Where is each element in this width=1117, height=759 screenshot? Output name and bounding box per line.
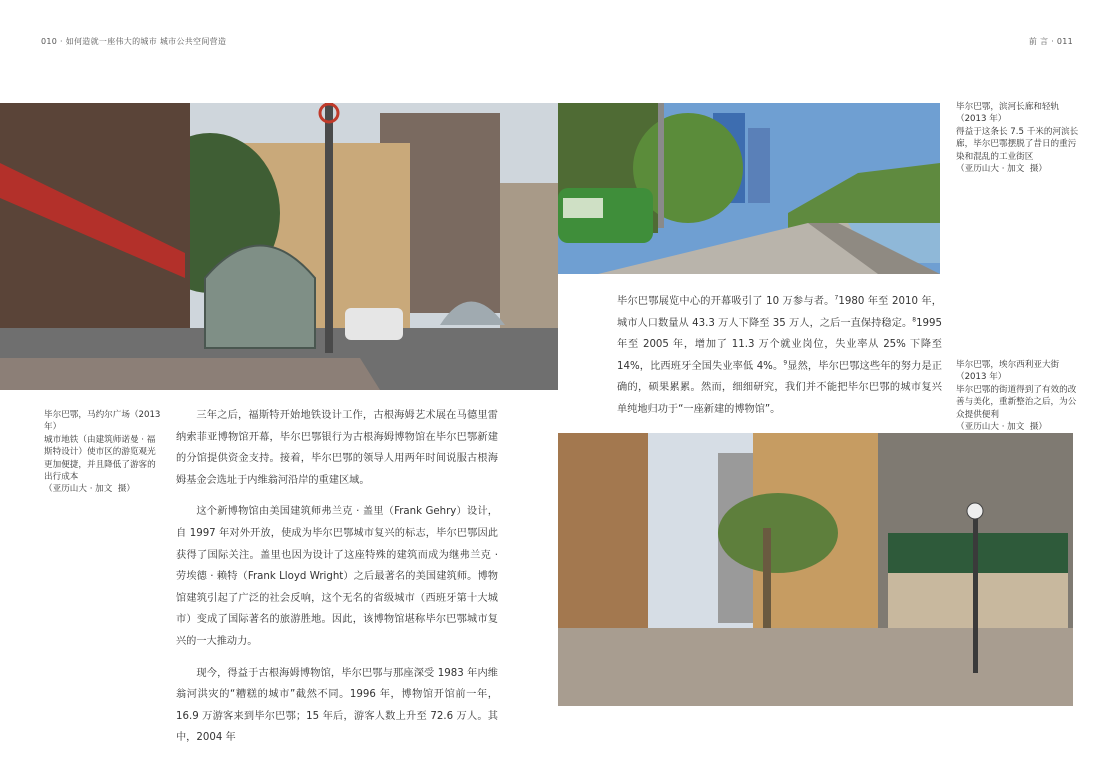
running-header-left: 010 · 如何造就一座伟大的城市 城市公共空间营造 (41, 37, 227, 46)
caption-riverside-tram (956, 101, 1081, 175)
body-paragraph: 三年之后，福斯特开始地铁设计工作，古根海姆艺术展在马德里雷纳索菲亚博物馆开幕，毕尔巴鄂银行为古根海姆博物馆在毕尔巴鄂新建的分馆提供资金支持。接着，毕尔巴鄂的领导人用两年时间说服古根海姆基金会选址于内维翁河沿岸的重建区域。 (176, 410, 498, 486)
caption-line: 毕尔巴鄂，埃尔西利亚大街 (956, 360, 1060, 370)
body-sentence: 1995 年至 2005 年，增加了 11.3 万个就业岗位，失业率从 25% 下降至 14%，比西班牙全国失业率低 4%。 (617, 317, 942, 372)
footnote-ref[interactable]: 9 (783, 359, 788, 367)
caption-plaza-metro (44, 409, 166, 496)
body-paragraph: 现今，得益于古根海姆博物馆，毕尔巴鄂与那座深受 1983 年内维翁河洪灾的“糟糕的城市”截然不同。1996 年，博物馆开馆前一年，16.9 万游客来到毕尔巴鄂；15 年后，游客人数上升至 72.6 万人。其中，2004 年 (176, 667, 498, 744)
caption-line: 斯特设计）使市区的游览观光 (44, 447, 156, 458)
caption-line: （亚历山大 · 加文 摄） (956, 164, 1048, 175)
footnote-ref[interactable]: 7 (834, 294, 839, 302)
photo-ercilla-street (558, 433, 1073, 706)
caption-line: 更加便捷，并且降低了游客的 (44, 459, 156, 470)
caption-line: 毕尔巴鄂，马约尔广场（2013 年） (44, 410, 164, 433)
caption-line: 毕尔巴鄂的街道得到了有效的改 (956, 384, 1077, 395)
caption-line: 出行成本 (44, 472, 79, 483)
caption-line: 善与美化，重新整治之后，为公 (956, 397, 1077, 408)
caption-line: 城市地铁（由建筑师诺曼 · 福 (44, 434, 156, 445)
body-sentence: 1980 年至 2010 年，城市人口数量从 43.3 万人下降至 35 万人，之后一直保持稳定。 (617, 296, 942, 329)
footnote-ref[interactable]: 8 (912, 316, 917, 324)
photo-riverside-tram (558, 103, 940, 274)
body-paragraph (617, 291, 942, 421)
caption-ercilla-street (956, 359, 1081, 433)
caption-line: 众提供便利 (956, 409, 999, 420)
caption-line: 廊，毕尔巴鄂摆脱了昔日的重污 (956, 139, 1077, 150)
body-paragraph: 这个新博物馆由美国建筑师弗兰克 · 盖里（Frank Gehry）设计，自 1997 年对外开放，使成为毕尔巴鄂城市复兴的标志，毕尔巴鄂因此获得了国际关注。盖里也因为设计了这座特殊的建筑而成为继弗兰克 · 劳埃德 · 赖特（Frank Lloyd Wright）之后最著名的美国建筑师。博物馆建筑引起了广泛的社会反响，这个无名的省级城市（西班牙第十大城市）变成了国际著名的旅游胜地。因此，该博物馆堪称毕尔巴鄂城市复兴的一大推动力。 (176, 506, 498, 647)
caption-line: 得益于这条长 7.5 千米的河滨长 (956, 126, 1079, 137)
caption-line: 染和混乱的工业街区 (956, 151, 1034, 162)
running-header-right: 前 言 · 011 (1028, 37, 1073, 46)
body-sentence: 显然，毕尔巴鄂这些年的努力是正确的，硕果累累。然而，细细研究，我们并不能把毕尔巴鄂的城市复兴单纯地归功于“一座新建的博物馆”。 (617, 360, 942, 415)
body-right-column (617, 291, 942, 431)
caption-line: （2013 年） (956, 114, 1007, 125)
photo-plaza-metro (0, 103, 558, 390)
body-left-column (176, 405, 498, 759)
caption-line: （2013 年） (956, 372, 1007, 383)
caption-line: （亚历山大 · 加文 摄） (956, 422, 1048, 433)
body-sentence: 毕尔巴鄂展览中心的开幕吸引了 10 万参与者。 (617, 296, 835, 307)
caption-line: 毕尔巴鄂，滨河长廊和轻轨 (956, 102, 1060, 112)
caption-line: （亚历山大 · 加文 摄） (44, 484, 136, 495)
